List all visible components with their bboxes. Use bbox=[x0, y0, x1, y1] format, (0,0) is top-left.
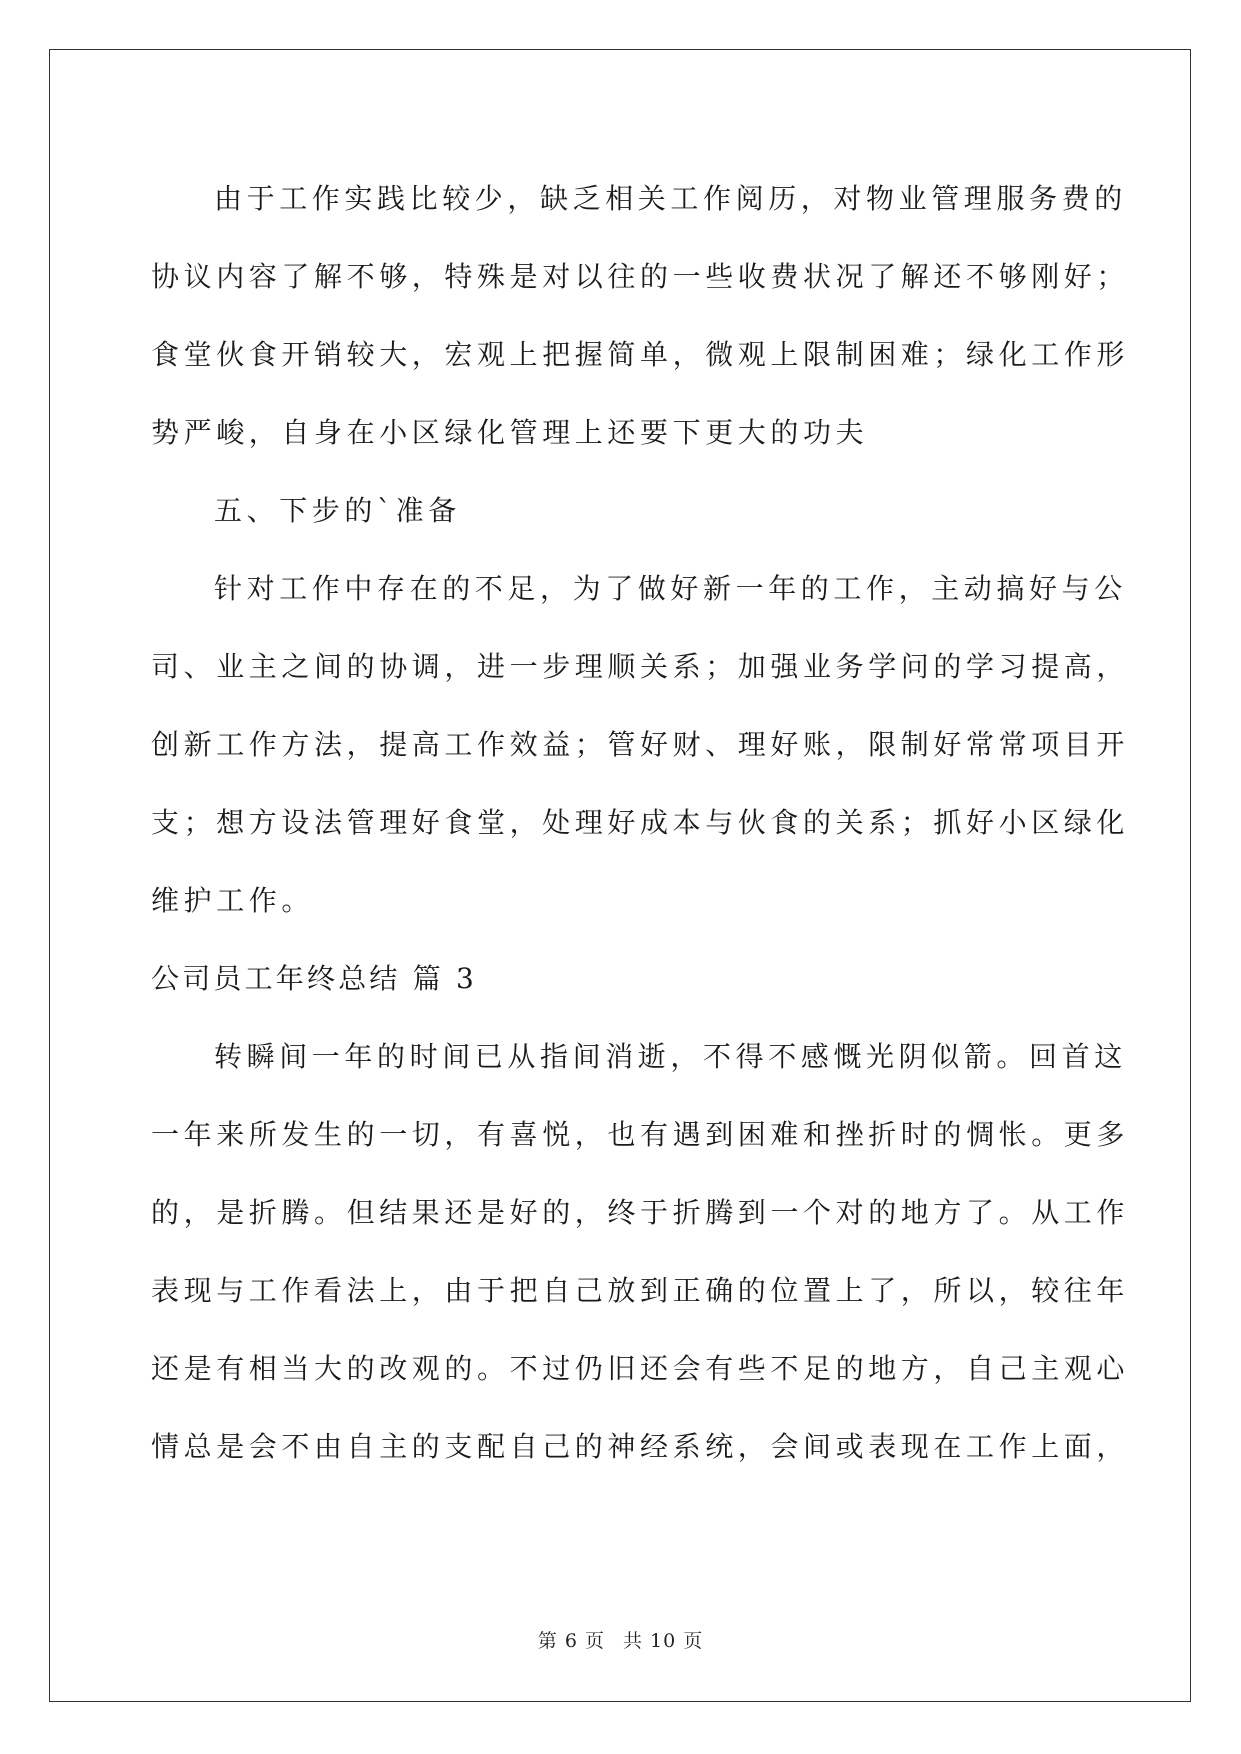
paragraph-line: 司、业主之间的协调，进一步理顺关系；加强业务学问的学习提高， bbox=[151, 650, 1130, 683]
paragraph-line: 创新工作方法，提高工作效益；管好财、理好账，限制好常常项目开 bbox=[151, 728, 1130, 761]
page-number: 第 6 页 bbox=[537, 1630, 605, 1652]
paragraph-line: 由于工作实践比较少，缺乏相关工作阅历，对物业管理服务费的 bbox=[214, 182, 1127, 215]
paragraph-line: 支；想方设法管理好食堂，处理好成本与伙食的关系；抓好小区绿化 bbox=[151, 806, 1130, 839]
paragraph-line: 表现与工作看法上，由于把自己放到正确的位置上了，所以，较往年 bbox=[151, 1274, 1130, 1307]
document-body bbox=[151, 160, 1130, 1486]
paragraph-line: 协议内容了解不够，特殊是对以往的一些收费状况了解还不够刚好； bbox=[151, 260, 1130, 293]
paragraph-line: 维护工作。 bbox=[151, 884, 315, 917]
section-heading: 五、下步的`准备 bbox=[214, 494, 461, 527]
page-footer bbox=[0, 1626, 1241, 1653]
paragraph-line: 情总是会不由自主的支配自己的神经系统，会间或表现在工作上面， bbox=[151, 1430, 1130, 1463]
paragraph-line: 针对工作中存在的不足，为了做好新一年的工作，主动搞好与公 bbox=[214, 572, 1127, 605]
page-total: 共 10 页 bbox=[622, 1630, 704, 1652]
paragraph-line: 食堂伙食开销较大，宏观上把握简单，微观上限制困难；绿化工作形 bbox=[151, 338, 1130, 371]
paragraph-line: 还是有相当大的改观的。不过仍旧还会有些不足的地方，自己主观心 bbox=[151, 1352, 1130, 1385]
paragraph-line: 势严峻，自身在小区绿化管理上还要下更大的功夫 bbox=[151, 416, 869, 449]
paragraph-line: 的，是折腾。但结果还是好的，终于折腾到一个对的地方了。从工作 bbox=[151, 1196, 1130, 1229]
article-title: 公司员工年终总结 篇 3 bbox=[151, 962, 478, 995]
paragraph-line: 一年来所发生的一切，有喜悦，也有遇到困难和挫折时的惆怅。更多 bbox=[151, 1118, 1130, 1151]
paragraph-line: 转瞬间一年的时间已从指间消逝，不得不感慨光阴似箭。回首这 bbox=[214, 1040, 1127, 1073]
